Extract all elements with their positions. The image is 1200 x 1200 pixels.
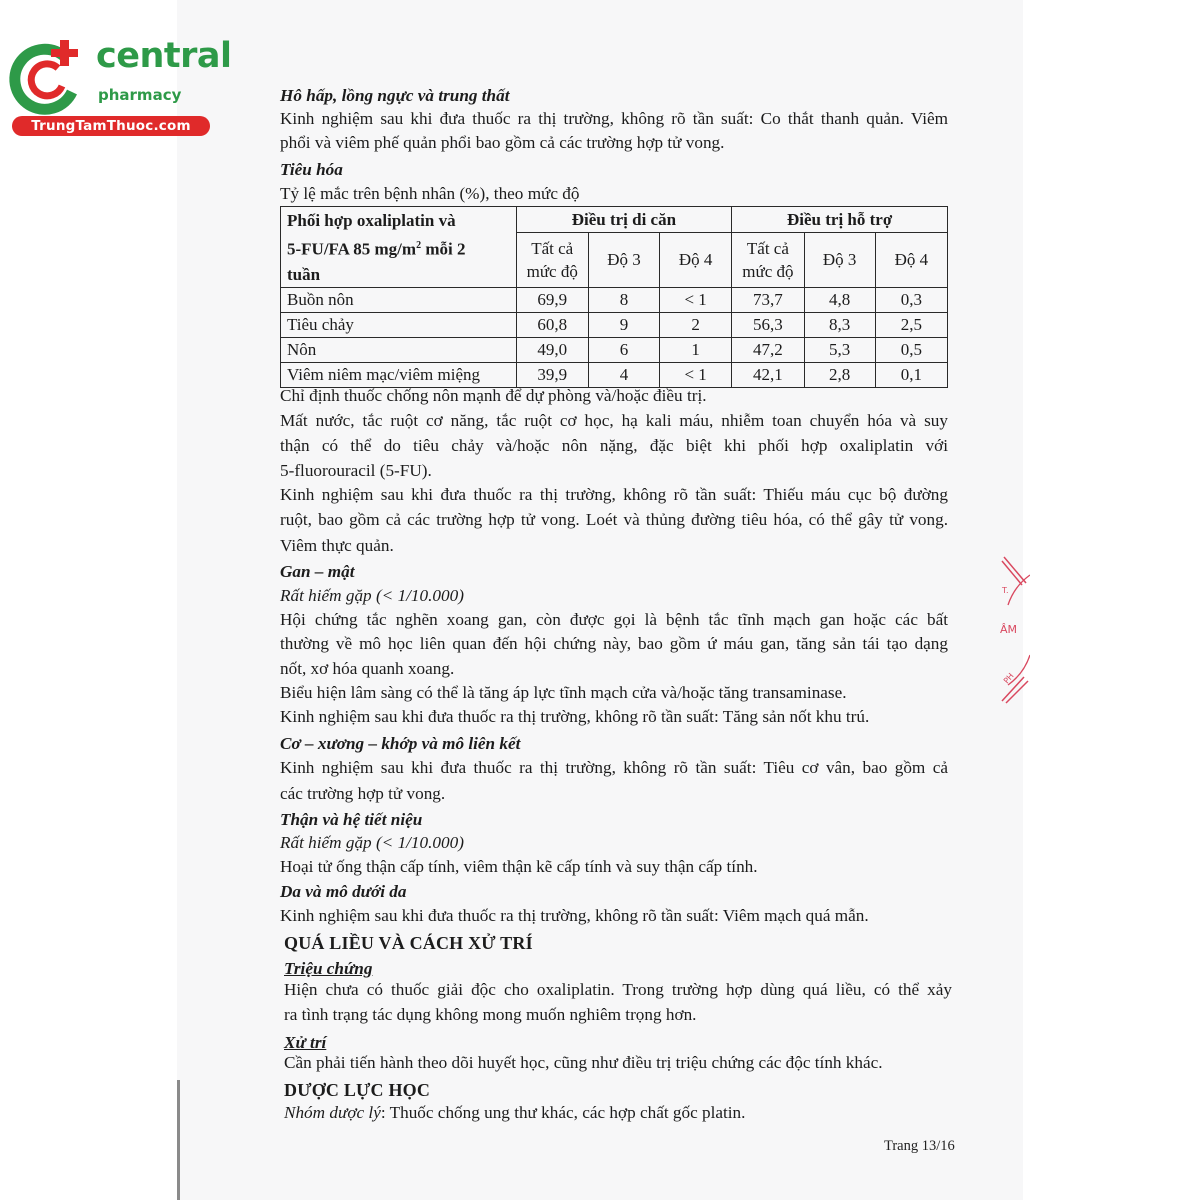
table-subheader-grade3: Độ 3	[588, 233, 659, 287]
subheading-treatment: Xử trí	[284, 1033, 327, 1052]
page-edge-shadow	[177, 1080, 180, 1200]
logo-sub-text: pharmacy	[98, 86, 182, 104]
pharmacologic-group: Nhóm dược lý: Thuốc chống ung thư khác, các hợp chất gốc platin.	[284, 1103, 746, 1122]
table-row: Nôn 49,0 6 1 47,2 5,3 0,5	[281, 337, 948, 362]
svg-text:PH: PH	[1001, 671, 1016, 686]
svg-text:ÂM: ÂM	[1000, 623, 1018, 636]
section-heading-musculoskeletal: Cơ – xương – khớp và mô liên kết	[280, 734, 521, 753]
paragraph-line: thận có thể do tiêu chảy và/hoặc nôn nặng, đặc biệt khi phối hợp oxaliplatin với	[280, 436, 948, 455]
paragraph-line: Kinh nghiệm sau khi đưa thuốc ra thị trường, không rõ tần suất: Tiêu cơ vân, bao gồm cả	[280, 758, 948, 777]
section-heading-skin: Da và mô dưới da	[280, 882, 407, 901]
table-subheader-grade4: Độ 4	[875, 233, 947, 287]
table-row: Tiêu chảy 60,8 9 2 56,3 8,3 2,5	[281, 312, 948, 337]
pharmacy-logo	[8, 36, 232, 136]
paragraph-line: Cần phải tiến hành theo dõi huyết học, cũng như điều trị triệu chứng các độc tính khác.	[284, 1053, 883, 1072]
section-heading-liver: Gan – mật	[280, 562, 355, 581]
paragraph-line: Kinh nghiệm sau khi đưa thuốc ra thị trường, không rõ tần suất: Thiếu máu cục bộ đường	[280, 485, 948, 504]
subheading-symptoms: Triệu chứng	[284, 959, 373, 978]
paragraph-line: Biểu hiện lâm sàng có thể là tăng áp lực tĩnh mạch cửa và/hoặc tăng transaminase.	[280, 683, 847, 702]
paragraph-line: Mất nước, tắc ruột cơ năng, tắc ruột cơ học, hạ kali máu, nhiễm toan chuyển hóa và suy	[280, 411, 948, 430]
table-header-regimen: Phối hợp oxaliplatin và 5-FU/FA 85 $mg/m^2$ mỗi 2 tuần	[281, 207, 517, 288]
table-subheader-all-grades: Tất cả mức độ	[732, 233, 804, 287]
paragraph-line: ruột, bao gồm cả các trường hợp tử vong. Loét và thủng đường tiêu hóa, có thể gây tử vong.	[280, 510, 948, 529]
table-subheader-grade4: Độ 4	[660, 233, 732, 287]
table-intro: Tỷ lệ mắc trên bệnh nhân (%), theo mức độ	[280, 184, 580, 203]
logo-brand-text: central	[96, 36, 232, 76]
paragraph-line: 5-fluorouracil (5-FU).	[280, 461, 432, 480]
table-group-metastatic: Điều trị di căn	[516, 207, 732, 233]
paragraph-line: ra tình trạng tác dụng không mong muốn nghiêm trọng hơn.	[284, 1005, 697, 1024]
svg-text:T.: T.	[1002, 586, 1009, 595]
paragraph-line: Hiện chưa có thuốc giải độc cho oxaliplatin. Trong trường hợp dùng quá liều, có thể xảy	[284, 980, 952, 999]
paragraph-line: Hoại tử ống thận cấp tính, viêm thận kẽ cấp tính và suy thận cấp tính.	[280, 857, 758, 876]
table-row: Viêm niêm mạc/viêm miệng 39,9 4 < 1 42,1 2,8 0,1	[281, 362, 948, 387]
paragraph-line: nốt, xơ hóa quanh xoang.	[280, 659, 455, 678]
frequency-note: Rất hiếm gặp (< 1/10.000)	[280, 833, 464, 852]
red-stamp-partial	[1000, 555, 1030, 705]
paragraph-line: Hội chứng tắc nghẽn xoang gan, còn được gọi là bệnh tắc tĩnh mạch gan hoặc các bất	[280, 610, 948, 629]
paragraph-line: phổi và viêm phế quản phổi bao gồm cả các trường hợp tử vong.	[280, 133, 725, 152]
section-heading-renal: Thận và hệ tiết niệu	[280, 810, 423, 829]
section-heading-respiratory: Hô hấp, lồng ngực và trung thất	[280, 86, 510, 105]
section-heading-overdose: QUÁ LIỀU VÀ CÁCH XỬ TRÍ	[284, 933, 533, 953]
paragraph-line: Kinh nghiệm sau khi đưa thuốc ra thị trường, không rõ tần suất: Viêm mạch quá mẫn.	[280, 906, 869, 925]
paragraph-line: các trường hợp tử vong.	[280, 784, 446, 803]
paragraph-line: thường về mô học liên quan đến hội chứng này, bao gồm ứ máu gan, tăng sản tái tạo dạng	[280, 634, 948, 653]
digestive-incidence-table	[280, 206, 948, 388]
table-group-adjuvant: Điều trị hỗ trợ	[732, 207, 948, 233]
page-number: Trang 13/16	[884, 1138, 955, 1154]
paragraph-line: Kinh nghiệm sau khi đưa thuốc ra thị trường, không rõ tần suất: Tăng sản nốt khu trú.	[280, 707, 870, 726]
section-heading-digestive: Tiêu hóa	[280, 160, 343, 179]
table-subheader-grade3: Độ 3	[804, 233, 875, 287]
paragraph-line: Chỉ định thuốc chống nôn mạnh để dự phòng và/hoặc điều trị.	[280, 386, 707, 405]
section-heading-pharmacodynamics: DƯỢC LỰC HỌC	[284, 1080, 431, 1100]
table-row: Buồn nôn 69,9 8 < 1 73,7 4,8 0,3	[281, 287, 948, 312]
table-subheader-all-grades: Tất cả mức độ	[516, 233, 588, 287]
paragraph-line: Viêm thực quản.	[280, 536, 394, 555]
logo-site-banner: TrungTamThuoc.com	[12, 116, 210, 136]
frequency-note: Rất hiếm gặp (< 1/10.000)	[280, 586, 464, 605]
paragraph-line: Kinh nghiệm sau khi đưa thuốc ra thị trường, không rõ tần suất: Co thắt thanh quản. Viêm	[280, 109, 948, 128]
central-pharmacy-logo-icon	[8, 36, 88, 116]
